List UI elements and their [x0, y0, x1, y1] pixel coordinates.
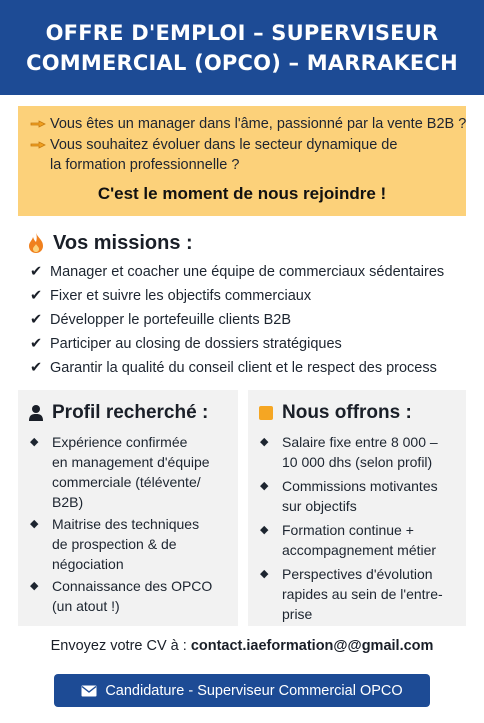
offre-panel: Nous offrons : ◆ Salaire fixe entre 8 000 – 10 000 dhs (selon profil) ◆ Commissions motivantes sur objectifs ◆ Formation continue + accompagnement métier ◆ Perspectives d'évolution rapides au sein de l'entre- prise: [248, 390, 466, 626]
diamond-bullet-icon: ◆: [260, 568, 269, 580]
mission-item: ✔ Développer le portefeuille clients B2B: [30, 312, 291, 328]
intro-cta: C'est le moment de nous rejoindre !: [97, 184, 387, 203]
pointing-hand-icon: [30, 138, 46, 152]
intro-box: Vous êtes un manager dans l'âme, passionné par la vente B2B ? Vous souhaitez évoluer dans le secteur dynamique de la formation professionnelle ? C'est le moment de nous rejoindre !: [18, 106, 466, 216]
apply-button[interactable]: [54, 674, 430, 707]
mission-item: ✔ Participer au closing de dossiers stratégiques: [30, 336, 342, 352]
diamond-bullet-icon: ◆: [30, 580, 39, 592]
title-line-2: COMMERCIAL (OPCO) – MARRAKECH: [26, 50, 458, 75]
orange-square-icon: [258, 405, 274, 421]
check-icon: ✔: [30, 264, 43, 280]
mission-item: ✔ Garantir la qualité du conseil client et le respect des process: [30, 360, 437, 376]
contact-email[interactable]: contact.iaeformation@@gmail.com: [190, 638, 434, 654]
profil-heading: Profil recherché :: [28, 400, 208, 426]
envelope-icon: [81, 685, 97, 697]
pointing-hand-icon: [30, 117, 46, 131]
profil-panel: Profil recherché : ◆ Expérience confirmée en management d'équipe commerciale (télévente/ B2B) ◆ Maitrise des techniques de prospection & de négociation ◆ Connaissance des OPCO (un atout !): [18, 390, 238, 626]
check-icon: ✔: [30, 312, 43, 328]
diamond-bullet-icon: ◆: [30, 518, 39, 530]
diamond-bullet-icon: ◆: [260, 480, 269, 492]
check-icon: ✔: [30, 288, 43, 304]
title-line-1: OFFRE D'EMPLOI – SUPERVISEUR: [45, 20, 439, 45]
send-cv-label: Envoyez votre CV à :: [50, 638, 187, 654]
check-icon: ✔: [30, 360, 43, 376]
check-icon: ✔: [30, 336, 43, 352]
apply-button-label: Candidature - Superviseur Commercial OPCO: [105, 682, 403, 699]
header-banner: [0, 0, 484, 95]
diamond-bullet-icon: ◆: [260, 524, 269, 536]
fire-icon: [27, 232, 45, 254]
person-icon: [28, 404, 44, 422]
diamond-bullet-icon: ◆: [30, 436, 39, 448]
offre-heading: Nous offrons :: [258, 400, 412, 426]
send-cv-line: [0, 638, 484, 654]
mission-item: ✔ Manager et coacher une équipe de commerciaux sédentaires: [30, 264, 445, 280]
missions-heading: Vos missions :: [27, 230, 193, 256]
diamond-bullet-icon: ◆: [260, 436, 269, 448]
mission-item: ✔ Fixer et suivre les objectifs commerciaux: [30, 288, 312, 304]
